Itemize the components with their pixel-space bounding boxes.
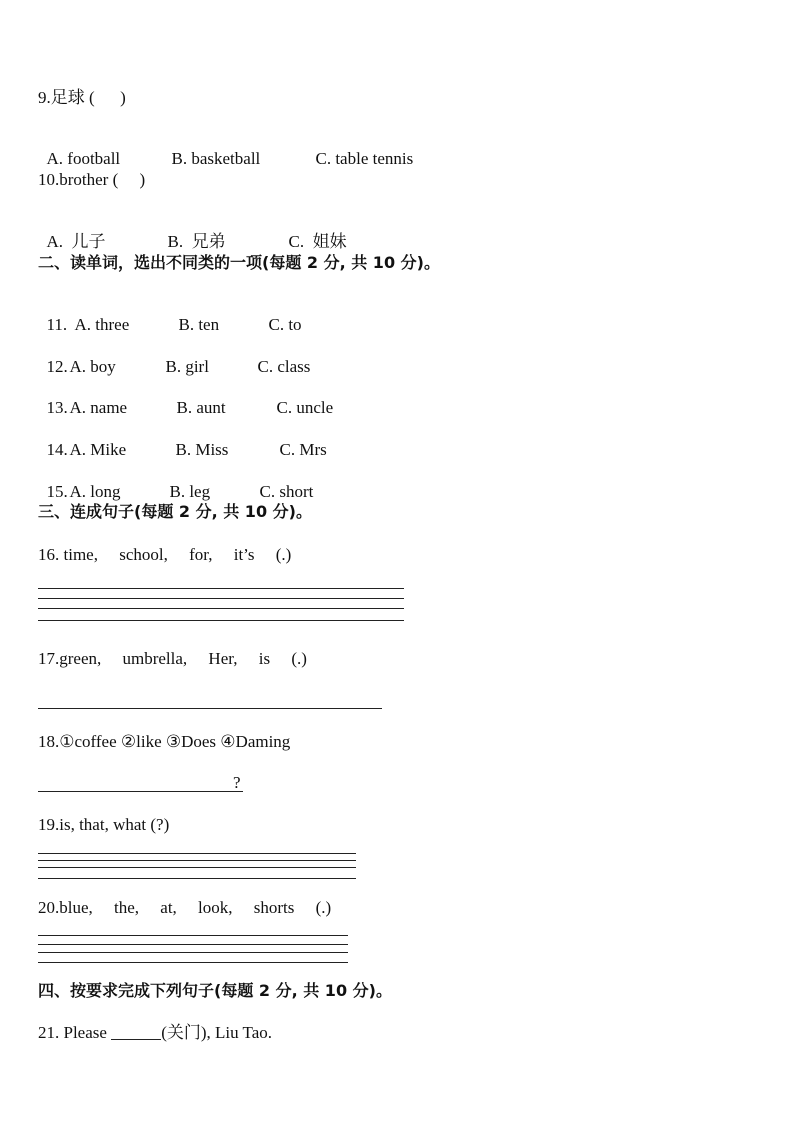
option-b: B. leg [169, 482, 211, 501]
answer-line [38, 598, 404, 599]
answer-line [38, 791, 243, 792]
option-a: A. name [69, 398, 128, 417]
answer-line [38, 952, 348, 953]
option-b: B. aunt [176, 398, 226, 417]
option-a: A. boy [69, 357, 116, 376]
question-17-words: 17.green, umbrella, Her, is (.) [38, 649, 307, 668]
option-c: C. uncle [276, 398, 334, 417]
question-21 [38, 1023, 272, 1043]
option-c: C. 姐妹 [288, 232, 347, 251]
question-21-prefix: 21. Please [38, 1023, 112, 1042]
question-number: 14. [46, 440, 68, 459]
answer-line [38, 853, 356, 854]
question-12 [38, 337, 310, 377]
question-18-words: 18.①coffee ②like ③Does ④Daming [38, 732, 291, 751]
question-16-words: 16. time, school, for, it’s (.) [38, 545, 292, 564]
question-19-words: 19.is, that, what (?) [38, 815, 170, 834]
section-3-heading: 三、连成句子(每题 2 分, 共 10 分)。 [38, 502, 312, 521]
option-c: C. to [268, 315, 302, 334]
section-2-heading: 二、读单词，选出不同类的一项(每题 2 分, 共 10 分)。 [38, 253, 440, 272]
answer-line [38, 878, 356, 879]
answer-line [38, 620, 404, 621]
question-13 [38, 378, 333, 418]
answer-line [38, 860, 356, 861]
question-11 [38, 295, 302, 335]
option-b: B. basketball [171, 149, 261, 168]
option-a: A. three [74, 315, 130, 334]
question-number: 15. [46, 482, 68, 501]
question-10-stem: 10.brother ( ) [38, 170, 146, 189]
answer-line [38, 944, 348, 945]
option-a: A. Mike [69, 440, 127, 459]
question-mark: ? [233, 773, 241, 792]
option-c: C. table tennis [315, 149, 414, 168]
question-number: 11. [46, 315, 68, 334]
option-c: C. Mrs [279, 440, 327, 459]
question-14 [38, 420, 327, 460]
option-a: A. 儿子 [46, 232, 106, 251]
question-20-words: 20.blue, the, at, look, shorts (.) [38, 898, 332, 917]
question-number: 12. [46, 357, 68, 376]
question-15 [38, 462, 313, 502]
answer-line [38, 935, 348, 936]
fill-in-blank[interactable] [111, 1023, 161, 1040]
question-21-suffix: (关门), Liu Tao. [161, 1023, 273, 1042]
option-c: C. short [259, 482, 314, 501]
question-10-options [38, 212, 347, 252]
question-number: 13. [46, 398, 68, 417]
option-b: B. 兄弟 [167, 232, 226, 251]
option-b: B. Miss [175, 440, 229, 459]
option-c: C. class [257, 357, 311, 376]
answer-line [38, 708, 382, 709]
answer-line [38, 608, 404, 609]
option-b: B. ten [178, 315, 220, 334]
section-4-heading: 四、按要求完成下列句子(每题 2 分, 共 10 分)。 [38, 981, 392, 1000]
question-9-stem: 9.足球 ( ) [38, 88, 126, 107]
option-b: B. girl [165, 357, 209, 376]
option-a: A. football [46, 149, 121, 168]
answer-line [38, 867, 356, 868]
option-a: A. long [69, 482, 121, 501]
answer-line [38, 588, 404, 589]
question-9-options [38, 129, 413, 169]
answer-line [38, 962, 348, 963]
